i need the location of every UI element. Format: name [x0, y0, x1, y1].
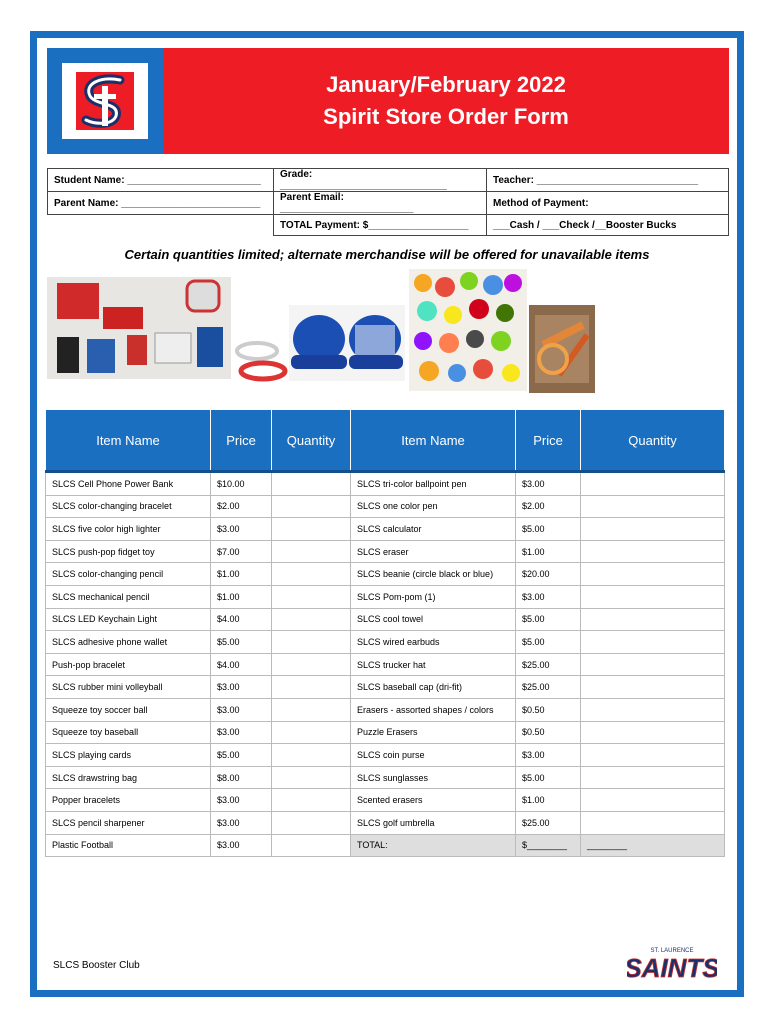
item-name: SLCS trucker hat: [351, 653, 516, 676]
slcs-logo-icon: [70, 66, 140, 136]
quantity-input[interactable]: [581, 472, 725, 496]
item-price: $5.00: [211, 631, 272, 654]
merchandise-photos: [47, 271, 729, 391]
item-name: Squeeze toy baseball: [46, 721, 211, 744]
quantity-input[interactable]: [272, 585, 351, 608]
quantity-input[interactable]: [581, 721, 725, 744]
item-price: $3.00: [211, 676, 272, 699]
merchandise-table: [45, 409, 725, 857]
quantity-input[interactable]: [272, 811, 351, 834]
title-line-1: January/February 2022: [326, 72, 566, 97]
grade-field[interactable]: Grade: ______________________________: [274, 169, 487, 192]
quantity-input[interactable]: [581, 653, 725, 676]
item-name: SLCS drawstring bag: [46, 766, 211, 789]
item-price: $25.00: [516, 811, 581, 834]
quantity-input[interactable]: [272, 518, 351, 541]
bracelet-keychain-photo: [529, 305, 595, 393]
parent-name-field[interactable]: Parent Name: _________________________: [48, 192, 274, 215]
table-row: [46, 698, 725, 721]
item-price: $20.00: [516, 563, 581, 586]
quantity-input[interactable]: [581, 518, 725, 541]
quantity-input[interactable]: [581, 698, 725, 721]
quantity-input[interactable]: [581, 766, 725, 789]
quantity-input[interactable]: [272, 608, 351, 631]
item-price: $5.00: [516, 608, 581, 631]
info-fields-table: [47, 168, 729, 236]
logo-box: [47, 48, 163, 154]
teacher-field[interactable]: Teacher: _____________________________: [487, 169, 729, 192]
form-frame: [30, 31, 744, 997]
quantity-input[interactable]: [272, 721, 351, 744]
saints-logo: [627, 943, 717, 988]
table-row: [46, 653, 725, 676]
quantity-input[interactable]: [272, 563, 351, 586]
item-name: SLCS cool towel: [351, 608, 516, 631]
item-name: SLCS eraser: [351, 540, 516, 563]
saints-logo-icon: [627, 943, 717, 983]
quantity-input[interactable]: [272, 495, 351, 518]
quantity-input[interactable]: [272, 676, 351, 699]
quantity-input[interactable]: [272, 789, 351, 812]
quantity-input[interactable]: [272, 472, 351, 496]
item-price: $8.00: [211, 766, 272, 789]
item-price: $1.00: [516, 540, 581, 563]
item-name: SLCS golf umbrella: [351, 811, 516, 834]
item-name: SLCS playing cards: [46, 744, 211, 767]
item-name: SLCS tri-color ballpoint pen: [351, 472, 516, 496]
header: [47, 48, 729, 154]
header-price-left: Price: [211, 410, 272, 472]
item-price: $3.00: [211, 518, 272, 541]
payment-options-field[interactable]: ___Cash / ___Check /__Booster Bucks: [487, 215, 729, 236]
table-row: [46, 472, 725, 496]
table-header-row: [46, 410, 725, 472]
title-line-2: Spirit Store Order Form: [323, 104, 569, 129]
table-row: [46, 608, 725, 631]
item-price: $4.00: [211, 608, 272, 631]
student-name-field[interactable]: Student Name: ________________________: [48, 169, 274, 192]
item-name: Popper bracelets: [46, 789, 211, 812]
table-row: [46, 585, 725, 608]
quantity-input[interactable]: [581, 789, 725, 812]
item-price: $1.00: [211, 585, 272, 608]
parent-email-field[interactable]: Parent Email: ________________________: [274, 192, 487, 215]
item-name: Puzzle Erasers: [351, 721, 516, 744]
item-name: SLCS wired earbuds: [351, 631, 516, 654]
table-row: [46, 540, 725, 563]
quantity-input[interactable]: [581, 744, 725, 767]
header-item-name-right: Item Name: [351, 410, 516, 472]
item-name: Scented erasers: [351, 789, 516, 812]
item-price: $2.00: [516, 495, 581, 518]
slcs-logo: [62, 63, 148, 139]
total-quantity-field[interactable]: ________: [581, 834, 725, 857]
item-name: SLCS Cell Phone Power Bank: [46, 472, 211, 496]
quantity-input[interactable]: [272, 631, 351, 654]
total-label: TOTAL:: [351, 834, 516, 857]
item-price: $5.00: [516, 518, 581, 541]
header-quantity-right: Quantity: [581, 410, 725, 472]
item-price: $3.00: [211, 789, 272, 812]
quantity-input[interactable]: [272, 744, 351, 767]
item-name: SLCS mechanical pencil: [46, 585, 211, 608]
quantity-input[interactable]: [272, 834, 351, 857]
table-row: [46, 834, 725, 857]
item-price: $3.00: [211, 811, 272, 834]
bracelets-photo: [233, 339, 289, 383]
item-name: SLCS LED Keychain Light: [46, 608, 211, 631]
item-name: SLCS adhesive phone wallet: [46, 631, 211, 654]
availability-notice: Certain quantities limited; alternate merchandise will be offered for unavailable items: [124, 247, 650, 262]
item-name: SLCS beanie (circle black or blue): [351, 563, 516, 586]
table-row: [46, 631, 725, 654]
item-name: SLCS color-changing bracelet: [46, 495, 211, 518]
item-name: SLCS push-pop fidget toy: [46, 540, 211, 563]
item-name: SLCS pencil sharpener: [46, 811, 211, 834]
total-payment-field[interactable]: TOTAL Payment: $__________________: [274, 215, 487, 236]
table-row: [46, 676, 725, 699]
quantity-input[interactable]: [581, 676, 725, 699]
table-row: [46, 495, 725, 518]
item-name: SLCS calculator: [351, 518, 516, 541]
item-price: $4.00: [211, 653, 272, 676]
table-row: [46, 518, 725, 541]
item-price: $5.00: [516, 766, 581, 789]
item-price: $25.00: [516, 653, 581, 676]
item-price: $3.00: [211, 721, 272, 744]
item-name: Plastic Football: [46, 834, 211, 857]
item-name: SLCS color-changing pencil: [46, 563, 211, 586]
item-name: SLCS one color pen: [351, 495, 516, 518]
quantity-input[interactable]: [581, 631, 725, 654]
item-name: SLCS coin purse: [351, 744, 516, 767]
header-price-right: Price: [516, 410, 581, 472]
item-name: Erasers - assorted shapes / colors: [351, 698, 516, 721]
item-price: $25.00: [516, 676, 581, 699]
quantity-input[interactable]: [272, 653, 351, 676]
item-price: $0.50: [516, 698, 581, 721]
quantity-input[interactable]: [272, 698, 351, 721]
quantity-input[interactable]: [272, 540, 351, 563]
table-row: [46, 766, 725, 789]
quantity-input[interactable]: [581, 585, 725, 608]
item-price: $3.00: [211, 698, 272, 721]
item-name: SLCS baseball cap (dri-fit): [351, 676, 516, 699]
item-price: $3.00: [516, 472, 581, 496]
empty-cell: [48, 215, 274, 236]
table-row: [46, 811, 725, 834]
quantity-input[interactable]: [581, 495, 725, 518]
item-price: $0.50: [516, 721, 581, 744]
item-name: SLCS Pom-pom (1): [351, 585, 516, 608]
caps-photo: [289, 305, 405, 381]
saints-logo-big-text: SAINTS: [627, 953, 717, 983]
item-name: SLCS rubber mini volleyball: [46, 676, 211, 699]
item-price: $3.00: [516, 585, 581, 608]
saints-logo-small-text: ST. LAURENCE: [650, 948, 694, 954]
quantity-input[interactable]: [581, 811, 725, 834]
title-banner: [163, 48, 729, 154]
header-quantity-left: Quantity: [272, 410, 351, 472]
item-price: $5.00: [516, 631, 581, 654]
booster-club-label: SLCS Booster Club: [53, 960, 140, 971]
table-row: [46, 563, 725, 586]
table-row: [46, 721, 725, 744]
item-name: Push-pop bracelet: [46, 653, 211, 676]
quantity-input[interactable]: [581, 608, 725, 631]
item-price: $3.00: [516, 744, 581, 767]
item-price: $5.00: [211, 744, 272, 767]
erasers-photo: [409, 269, 527, 391]
item-price: $1.00: [211, 563, 272, 586]
quantity-input[interactable]: [272, 766, 351, 789]
item-price: $2.00: [211, 495, 272, 518]
item-price: $3.00: [211, 834, 272, 857]
total-price-field[interactable]: $________: [516, 834, 581, 857]
item-name: SLCS sunglasses: [351, 766, 516, 789]
merchandise-collage-photo: [47, 277, 231, 379]
item-name: SLCS five color high lighter: [46, 518, 211, 541]
item-price: $1.00: [516, 789, 581, 812]
item-name: Squeeze toy soccer ball: [46, 698, 211, 721]
method-of-payment-label: Method of Payment:: [487, 192, 729, 215]
quantity-input[interactable]: [581, 563, 725, 586]
table-row: [46, 789, 725, 812]
item-price: $10.00: [211, 472, 272, 496]
item-price: $7.00: [211, 540, 272, 563]
table-row: [46, 744, 725, 767]
header-item-name-left: Item Name: [46, 410, 211, 472]
quantity-input[interactable]: [581, 540, 725, 563]
